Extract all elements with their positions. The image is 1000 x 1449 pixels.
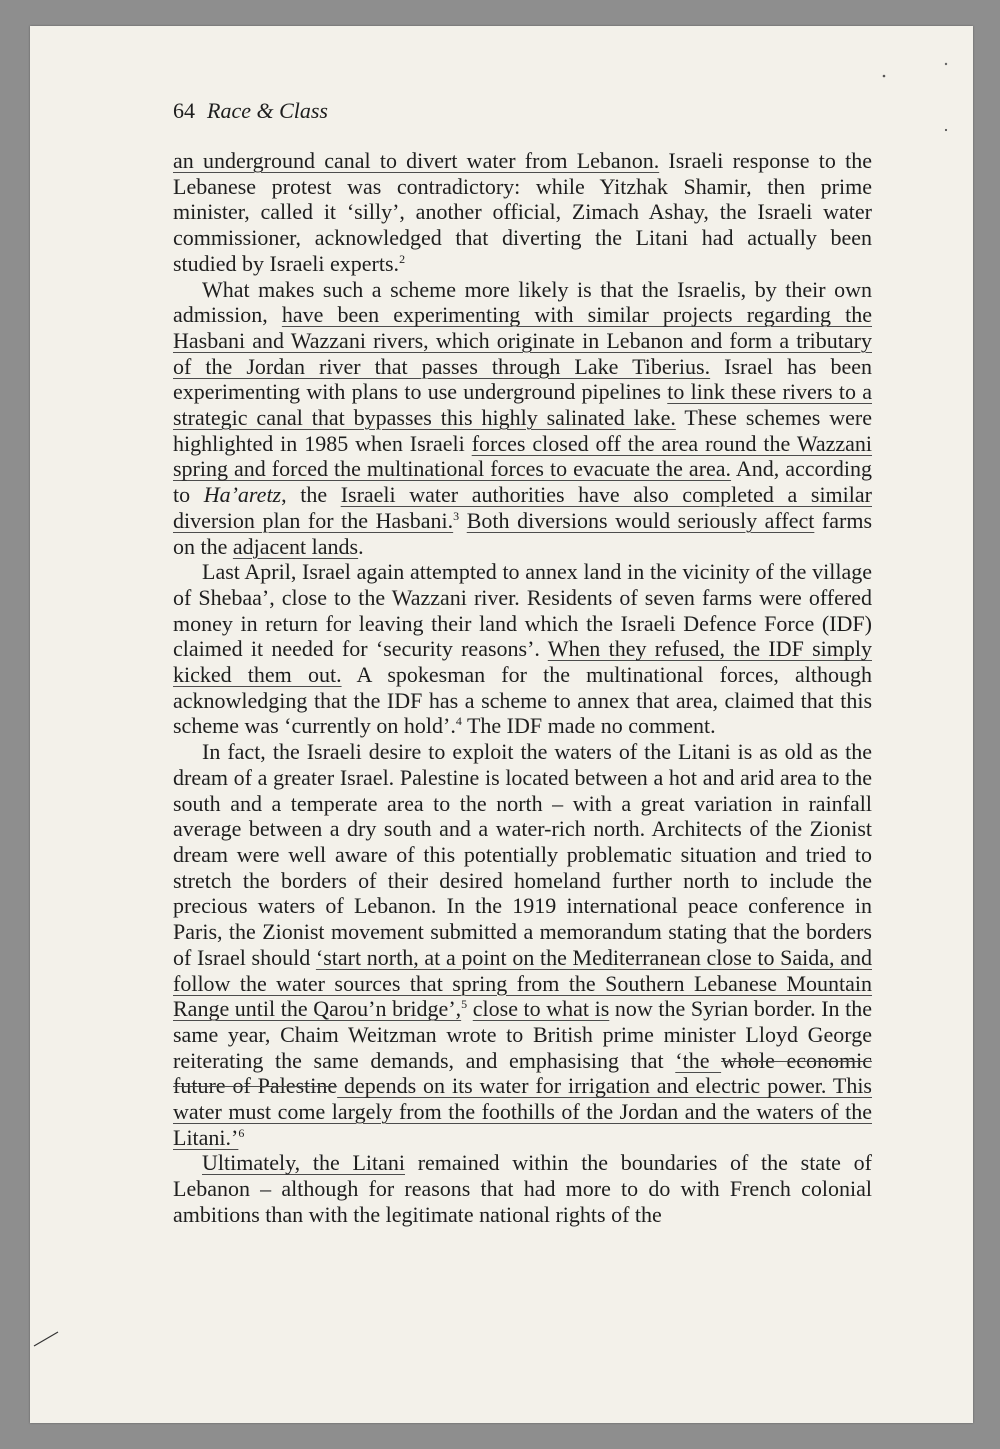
text-run	[459, 508, 467, 533]
paper-speck	[945, 63, 947, 65]
text-run: And, according to	[173, 456, 872, 508]
text-run: Israeli response to the Lebanese protest was contradictory: while Yitzhak Shamir, then prime minister, called it ‘silly’, another official, Zimach Ashay, the Israeli water commissioner, acknowledged that diverting the Litani had actually been studied by Israeli experts.	[173, 148, 872, 276]
pen-underlined-text: When they refused, the IDF simply kicked them out.	[173, 636, 872, 688]
footnote-ref: 5	[461, 997, 468, 1012]
paragraph	[173, 739, 872, 1150]
margin-pen-stroke	[34, 1332, 58, 1346]
pen-underlined-text: forces closed off the area round the Wazzani spring and forced the multinational forces to evacuate the area.	[173, 430, 872, 482]
footnote-ref: 2	[399, 251, 406, 266]
text-run: What makes such a scheme more likely is that the Israelis, by their own admission,	[173, 276, 872, 328]
pen-underlined-text: depends on its water for irrigation and electric power. This water must come largely from the foothills of the Jordan and the waters of the Litani.’	[173, 1073, 872, 1150]
text-run: remained within the boundaries of the state of Lebanon – although for reasons that had more to do with French colonial ambitions than with the legitimate national rights of the	[173, 1150, 872, 1227]
text-run: , the	[281, 482, 341, 508]
pen-underlined-text: close to what is	[472, 996, 610, 1022]
pen-underlined-text: Israeli water authorities have also completed a similar diversion plan for the Hasbani.	[173, 482, 872, 533]
text-run: The IDF made no comment.	[461, 713, 716, 739]
article-body	[173, 148, 872, 1228]
pen-underlined-text: an underground canal to divert water from Lebanon.	[173, 148, 660, 173]
italic-text: Ha’aretz	[203, 482, 282, 508]
paragraph	[173, 559, 872, 739]
text-run: now the Syrian border. In the same year, Chaim Weitzman wrote to British prime minister Lloyd George reiterating the same demands, and emphasising that	[173, 996, 872, 1073]
pen-struck-text: whole economic future of Palestine	[173, 1047, 872, 1099]
footnote-ref: 4	[455, 714, 462, 729]
text-run: These schemes were highlighted in 1985 when Israeli	[173, 405, 872, 456]
text-run: In fact, the Israeli desire to exploit the waters of the Litani is as old as the dream of a greater Israel. Palestine is located between a hot and arid area to the south and a temperate area to the north – with a great variation in rainfall average between a dry south and a water-rich north. Architects of the Zionist dream were well aware of this potentially problematic situation and tried to stretch the borders of their desired homeland further north to include the precious waters of Lebanon. In the 1919 international peace conference in Paris, the Zionist movement submitted a memorandum stating that the borders of Israel should	[173, 739, 872, 970]
text-run: A spokesman for the multinational forces, although acknowledging that the IDF has a scheme to annex that area, claimed that this scheme was ‘currently on hold’.	[173, 662, 872, 739]
paragraph	[173, 277, 872, 560]
pen-underlined-text: ‘the	[675, 1047, 722, 1073]
pen-underlined-text: Ultimately, the Litani	[202, 1150, 405, 1176]
text-run: Last April, Israel again attempted to annex land in the vicinity of the village of Shebaa’, close to the Wazzani river. Residents of seven farms were offered money in return for leaving their land which the Israeli Defence Force (IDF) claimed it needed for ‘security reasons’.	[173, 559, 872, 662]
text-run: Israel has been experimenting with plans to use underground pipelines	[173, 353, 872, 405]
paragraph	[173, 148, 872, 277]
footnote-ref: 3	[453, 508, 460, 523]
pen-underlined-text: to link these rivers to a strategic canal that bypasses this highly salinated lake.	[173, 379, 872, 431]
paper-speck	[883, 75, 886, 78]
page-number: 64	[173, 98, 195, 123]
running-header	[173, 98, 328, 124]
text-run: farms on the	[173, 507, 873, 559]
pen-underlined-text: adjacent lands	[232, 533, 359, 559]
document-page	[30, 26, 973, 1423]
paragraph	[173, 1150, 872, 1227]
text-run: .	[358, 533, 364, 559]
journal-title: Race & Class	[207, 98, 328, 123]
paper-speck	[945, 129, 947, 131]
pen-underlined-text: Both diversions would seriously affect	[466, 507, 815, 533]
footnote-ref: 6	[238, 1125, 245, 1140]
pen-underlined-text: have been experimenting with similar projects regarding the Hasbani and Wazzani rivers, which originate in Lebanon and form a tributary of the Jordan river that passes through Lake Tiberius.	[173, 302, 872, 379]
pen-underlined-text: ‘start north, at a point on the Mediterranean close to Saida, and follow the water sources that spring from the Southern Lebanese Mountain Range until the Qarou’n bridge’,	[173, 944, 872, 1022]
